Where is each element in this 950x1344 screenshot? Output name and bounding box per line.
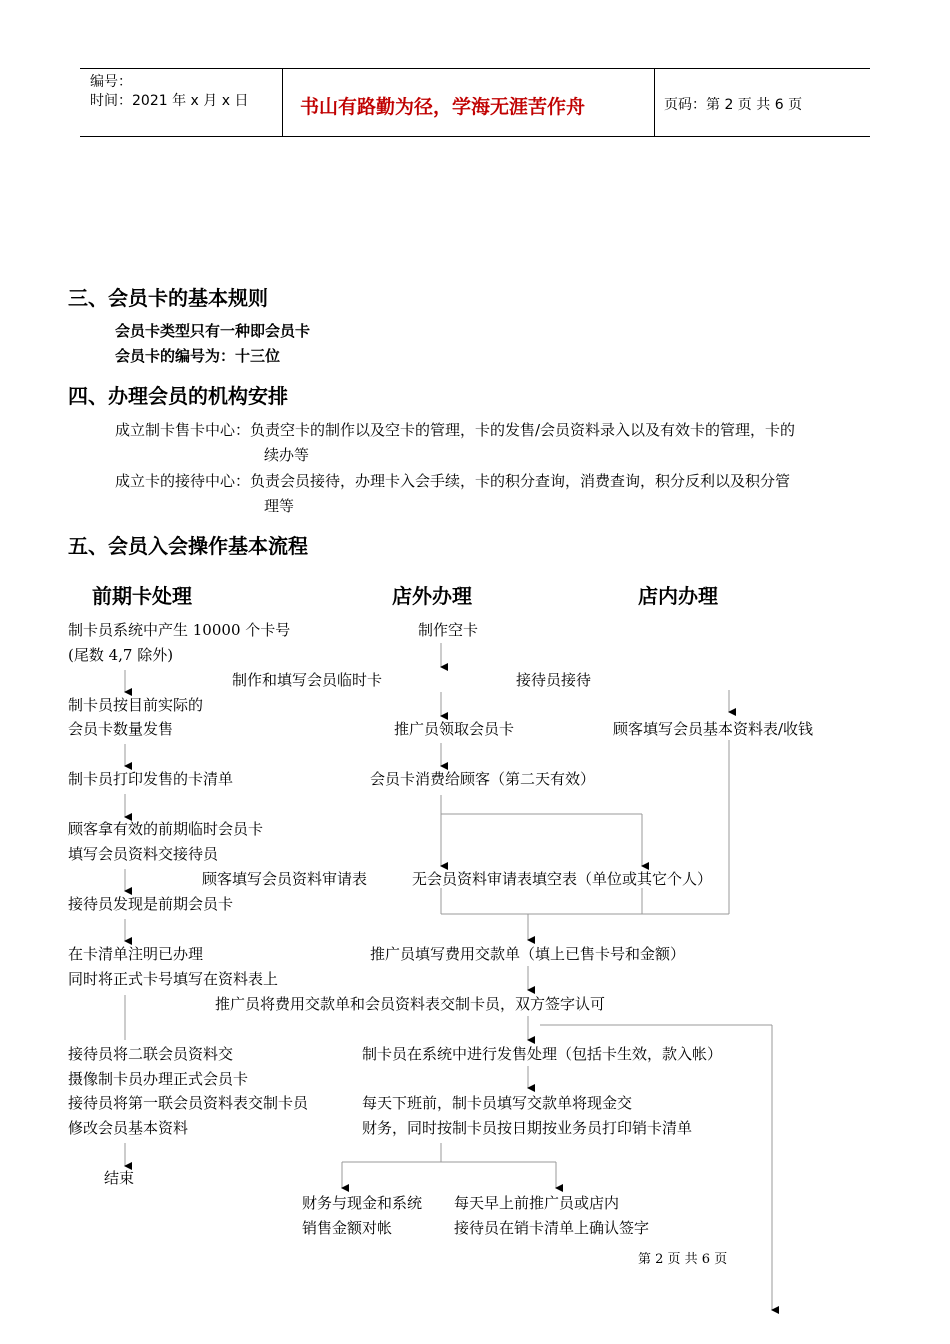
- document-time-label: 时间：2021 年 x 月 x 日: [90, 93, 249, 109]
- flow-step: 会员卡数量发售: [68, 720, 174, 738]
- header-motto: 书山有路勤为径，学海无涯苦作舟: [300, 96, 586, 118]
- section-title: 三、会员卡的基本规则: [68, 286, 268, 310]
- page-footer: 第 2 页 共 6 页: [638, 1252, 728, 1267]
- paragraph-line: 成立卡的接待中心：负责会员接待，办理卡入会手续，卡的积分查询，消费查询，积分反利以及积分管: [115, 472, 791, 490]
- flow-step: 同时将正式卡号填写在资料表上: [68, 970, 279, 988]
- flow-step: 接待员发现是前期会员卡: [68, 895, 234, 913]
- flow-step: 制作空卡: [418, 621, 479, 639]
- paragraph-line: 续办等: [264, 446, 310, 464]
- flow-step: (尾数 4,7 除外): [68, 646, 174, 664]
- flow-step: 修改会员基本资料: [68, 1119, 189, 1137]
- document-number-label: 编号：: [90, 74, 132, 90]
- flow-step: 每天下班前，制卡员填写交款单将现金交: [362, 1094, 633, 1112]
- flow-step: 接待员将第一联会员资料表交制卡员: [68, 1094, 309, 1112]
- paragraph-line: 成立制卡售卡中心：负责空卡的制作以及空卡的管理，卡的发售/会员资料录入以及有效卡的管理，卡的: [115, 421, 796, 439]
- paragraph-line: 会员卡的编号为：十三位: [115, 347, 281, 365]
- flow-step: 制卡员系统中产生 10000 个卡号: [68, 621, 291, 639]
- flow-step: 制作和填写会员临时卡: [232, 671, 383, 689]
- paragraph-line: 理等: [264, 497, 295, 515]
- flow-column-heading: 店内办理: [638, 584, 718, 608]
- flow-step: 接待员将二联会员资料交: [68, 1045, 234, 1063]
- flow-step: 制卡员在系统中进行发售处理（包括卡生效，款入帐）: [362, 1045, 723, 1063]
- flow-step: 会员卡消费给顾客（第二天有效）: [370, 770, 596, 788]
- flow-step: 财务，同时按制卡员按日期按业务员打印销卡清单: [362, 1119, 693, 1137]
- flow-step: 销售金额对帐: [302, 1219, 393, 1237]
- flow-step: 摄像制卡员办理正式会员卡: [68, 1070, 249, 1088]
- flow-step: 在卡清单注明已办理: [68, 945, 204, 963]
- section-title: 五、会员入会操作基本流程: [68, 534, 308, 558]
- flow-step: 顾客填写会员资料审请表: [202, 870, 368, 888]
- flow-end: 结束: [104, 1169, 135, 1187]
- flow-column-heading: 店外办理: [392, 584, 472, 608]
- flow-step: 顾客拿有效的前期临时会员卡: [68, 820, 264, 838]
- flow-step: 推广员填写费用交款单（填上已售卡号和金额）: [370, 945, 686, 963]
- flow-step: 接待员在销卡清单上确认签字: [454, 1219, 650, 1237]
- flow-step: 每天早上前推广员或店内: [454, 1194, 620, 1212]
- flow-step: 推广员领取会员卡: [394, 720, 515, 738]
- flow-step: 推广员将费用交款单和会员资料表交制卡员，双方签字认可: [215, 995, 606, 1013]
- flow-step: 填写会员资料交接待员: [68, 845, 219, 863]
- flow-step: 制卡员打印发售的卡清单: [68, 770, 234, 788]
- flow-step: 接待员接待: [516, 671, 592, 689]
- paragraph-line: 会员卡类型只有一种即会员卡: [115, 322, 311, 340]
- flow-column-heading: 前期卡处理: [92, 584, 192, 608]
- flow-step: 无会员资料审请表填空表（单位或其它个人）: [412, 870, 713, 888]
- section-title: 四、办理会员的机构安排: [68, 384, 288, 408]
- flow-step: 顾客填写会员基本资料表/收钱: [613, 720, 814, 738]
- page-number-label: 页码：第 2 页 共 6 页: [664, 97, 803, 113]
- flow-step: 制卡员按目前实际的: [68, 696, 204, 714]
- flow-step: 财务与现金和系统: [302, 1194, 423, 1212]
